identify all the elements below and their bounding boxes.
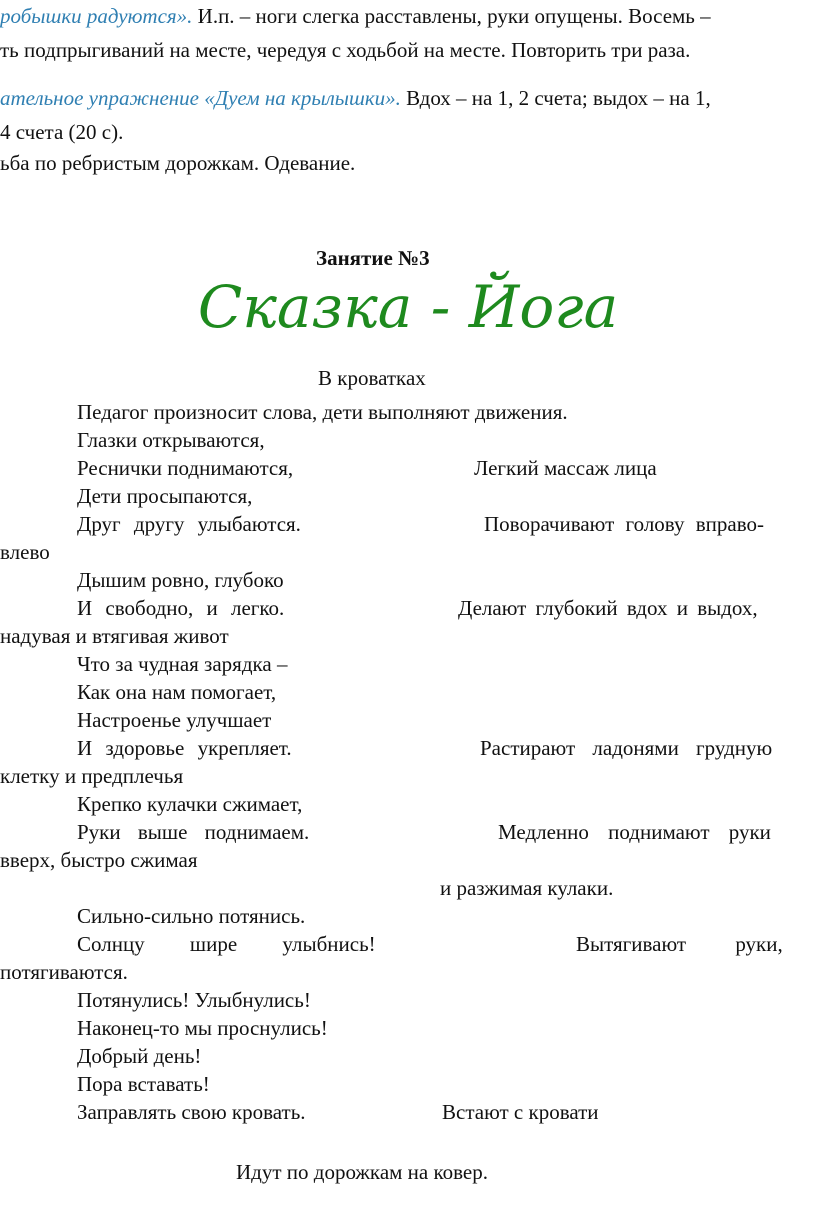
action-text: Медленно поднимают руки (498, 820, 771, 844)
lesson-heading: Занятие №3 (316, 246, 430, 270)
intro-line-4: 4 счета (20 с). (0, 120, 124, 144)
poem-line: Дышим ровно, глубоко (77, 568, 284, 592)
action-text-cont: вверх, быстро сжимая (0, 848, 198, 872)
poem-line: Руки выше поднимаем. (77, 820, 310, 844)
poem-line: И свободно, и легко. (77, 596, 285, 620)
action-text-cont: и разжимая кулаки. (440, 876, 614, 900)
breathing-exercise-name: ательное упражнение «Дуем на крылышки». (0, 86, 401, 110)
poem-line: Пора вставать! (77, 1072, 210, 1096)
poem-line: И здоровье укрепляет. (77, 736, 292, 760)
poem-line: Как она нам помогает, (77, 680, 277, 704)
intro-exercise-name: робышки радуются». (0, 4, 193, 28)
action-text: Легкий массаж лица (474, 456, 657, 480)
intro-line-3 (0, 88, 711, 109)
action-text: Вытягивают руки, (576, 932, 783, 956)
poem-line: Заправлять свою кровать. (77, 1100, 306, 1124)
action-text-cont: клетку и предплечья (0, 764, 184, 788)
poem-line: Добрый день! (77, 1044, 202, 1068)
poem-line: Наконец-то мы проснулись! (77, 1016, 328, 1040)
poem-line: Друг другу улыбаются. (77, 512, 301, 536)
poem-line: Что за чудная зарядка – (77, 652, 288, 676)
poem-line: Реснички поднимаются, (77, 456, 294, 480)
action-text: Поворачивают голову вправо- (484, 512, 764, 536)
action-text: Делают глубокий вдох и выдох, (458, 596, 758, 620)
poem-line: Потянулись! Улыбнулись! (77, 988, 311, 1012)
intro-text: И.п. – ноги слегка расставлены, руки опущены. Восемь – (192, 4, 711, 28)
script-title: Сказка - Йога (197, 273, 619, 341)
action-text: Встают с кровати (442, 1100, 599, 1124)
action-text-cont: потягиваются. (0, 960, 128, 984)
intro-line-5: ьба по ребристым дорожкам. Одевание. (0, 151, 356, 175)
poem-line: Глазки открываются, (77, 428, 265, 452)
poem-line: Педагог произносит слова, дети выполняют движения. (77, 400, 568, 424)
action-text-cont: надувая и втягивая живот (0, 624, 229, 648)
action-text-cont: влево (0, 540, 50, 564)
poem-line: Настроенье улучшает (77, 708, 272, 732)
poem-line: Солнцу шире улыбнись! (77, 932, 376, 956)
poem-line: Сильно-сильно потянись. (77, 904, 306, 928)
intro-line-1 (0, 6, 711, 27)
poem-line: Дети просыпаются, (77, 484, 253, 508)
closing-line: Идут по дорожкам на ковер. (236, 1160, 488, 1184)
intro-line-2: ть подпрыгиваний на месте, чередуя с ходьбой на месте. Повторить три раза. (0, 38, 691, 62)
action-text: Растирают ладонями грудную (480, 736, 773, 760)
breathing-text: Вдох – на 1, 2 счета; выдох – на 1, (400, 86, 711, 110)
poem-line: Крепко кулачки сжимает, (77, 792, 303, 816)
section-title: В кроватках (318, 366, 426, 390)
